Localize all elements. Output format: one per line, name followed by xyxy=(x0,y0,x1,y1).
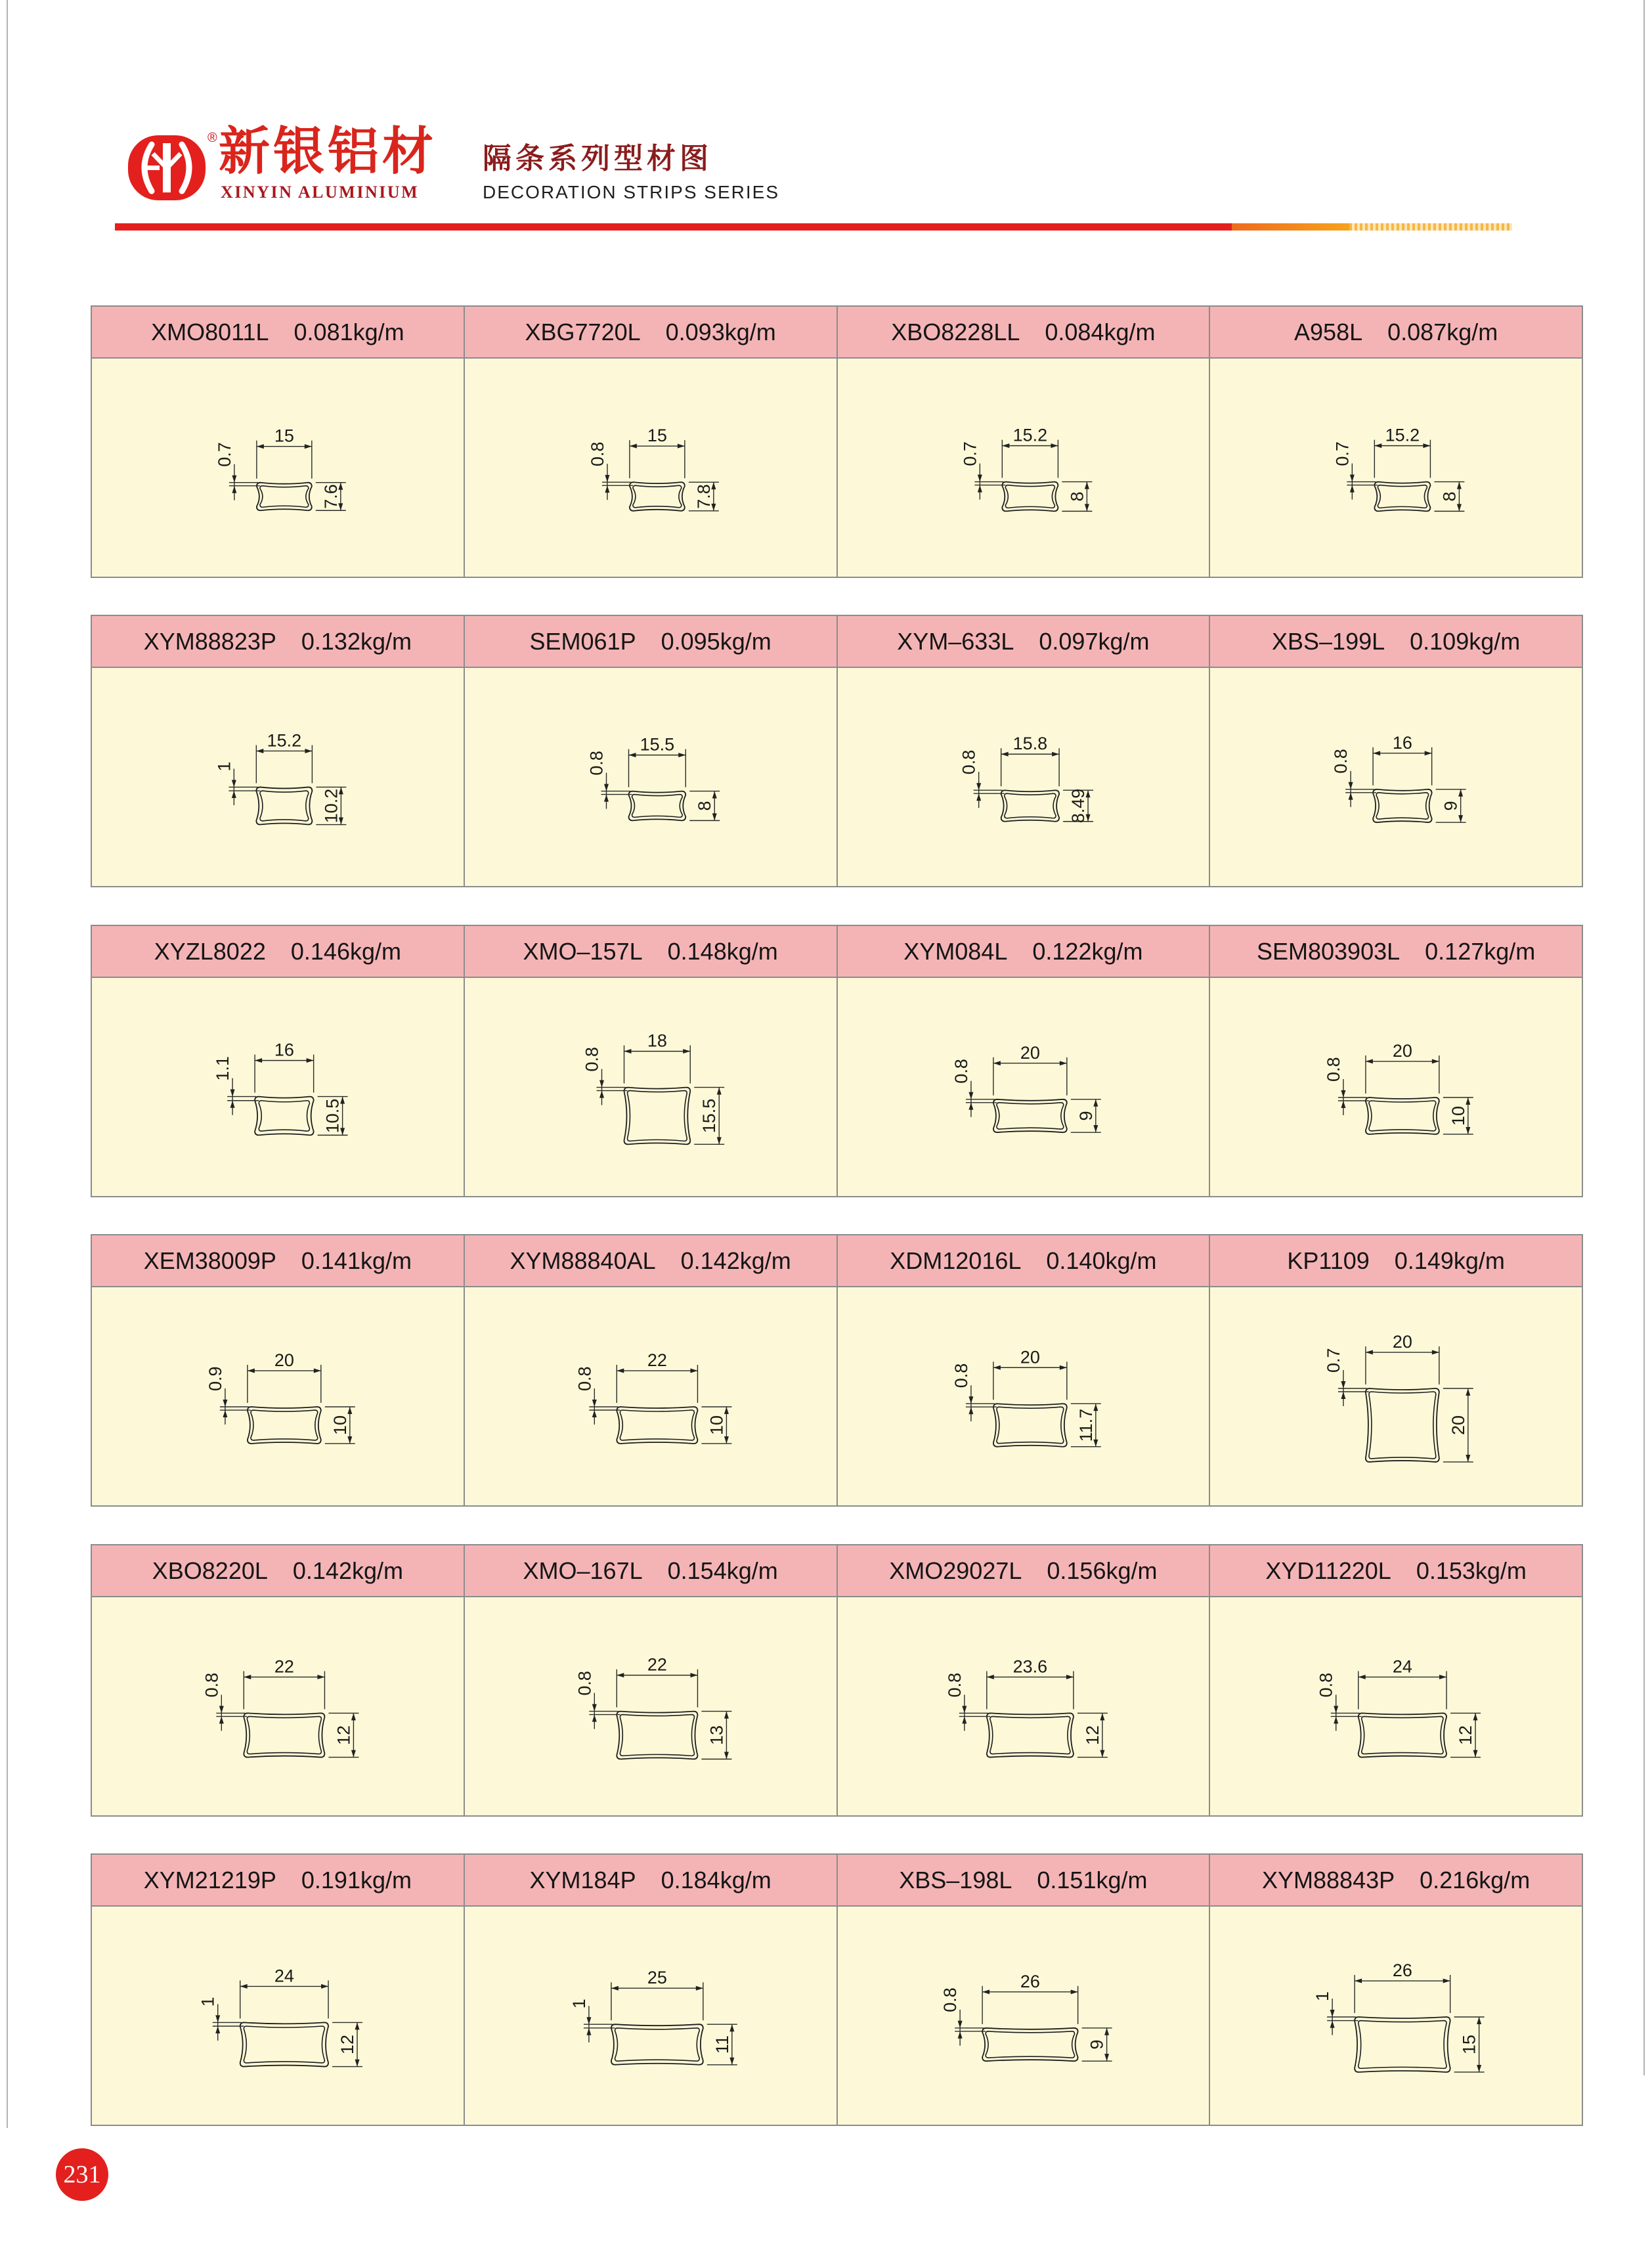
profile-section xyxy=(248,1407,321,1444)
height-label: 12 xyxy=(337,2034,358,2054)
thickness-label: 0.8 xyxy=(1316,1672,1336,1698)
profile-drawing xyxy=(838,359,1209,577)
page-title-chinese: 隔条系列型材图 xyxy=(483,142,712,175)
profile-title-cell xyxy=(838,307,1211,357)
thickness-label: 0.8 xyxy=(951,1059,971,1084)
thickness-dimension xyxy=(973,772,1004,808)
width-label: 23.6 xyxy=(1012,1656,1047,1677)
row-header xyxy=(92,1855,1582,1907)
profile-title-cell xyxy=(838,1855,1211,1905)
model-code: XYM–633L xyxy=(897,627,1014,655)
width-dimension xyxy=(1375,440,1431,478)
height-label: 9 xyxy=(1076,1111,1096,1121)
profile-drawing xyxy=(92,1597,464,1815)
unit-weight: 0.127kg/m xyxy=(1425,937,1536,965)
profile-drawing-cell xyxy=(1210,978,1582,1196)
width-label: 16 xyxy=(274,1040,294,1060)
unit-weight: 0.146kg/m xyxy=(290,937,401,965)
height-label: 12 xyxy=(1082,1725,1102,1745)
profile-title-cell xyxy=(92,1235,465,1286)
profile-section xyxy=(611,2024,703,2065)
width-dimension xyxy=(1001,748,1058,786)
thickness-label: 0.8 xyxy=(202,1672,222,1698)
width-label: 22 xyxy=(647,1654,667,1675)
unit-weight: 0.095kg/m xyxy=(661,627,772,655)
row-drawings xyxy=(92,1597,1582,1815)
width-dimension xyxy=(611,1982,703,2020)
profile-drawing-cell xyxy=(465,978,838,1196)
profile-section xyxy=(1366,1388,1439,1462)
model-code: XYM88840AL xyxy=(510,1247,656,1274)
width-label: 15 xyxy=(274,426,294,446)
catalog-row xyxy=(91,925,1583,1197)
unit-weight: 0.081kg/m xyxy=(293,318,404,345)
thickness-dimension xyxy=(965,1385,996,1421)
profile-drawing xyxy=(1210,978,1582,1196)
profile-drawing-cell xyxy=(1210,1287,1582,1505)
model-code: XYM184P xyxy=(529,1866,636,1893)
width-dimension xyxy=(1366,1055,1439,1094)
model-code: XMO8011L xyxy=(151,318,269,345)
profile-section xyxy=(982,2028,1078,2061)
height-label: 8 xyxy=(1439,491,1460,502)
profile-drawing xyxy=(465,1597,837,1815)
profile-section xyxy=(1375,482,1431,512)
width-dimension xyxy=(982,1986,1078,2024)
profile-drawing xyxy=(1210,359,1582,577)
unit-weight: 0.149kg/m xyxy=(1394,1247,1505,1274)
width-dimension xyxy=(240,1980,328,2018)
width-label: 15.8 xyxy=(1012,734,1047,754)
height-label: 10.5 xyxy=(322,1098,343,1134)
thickness-label: 0.7 xyxy=(1324,1348,1344,1373)
profile-drawing-cell xyxy=(838,359,1211,577)
profile-section xyxy=(617,1407,697,1444)
thickness-dimension xyxy=(589,1693,620,1729)
model-code: KP1109 xyxy=(1287,1247,1370,1274)
thickness-dimension xyxy=(601,773,632,809)
thickness-label: 0.7 xyxy=(959,441,980,466)
width-label: 22 xyxy=(274,1656,294,1677)
profile-section xyxy=(993,1404,1066,1446)
width-dimension xyxy=(628,749,685,787)
profile-drawing xyxy=(92,1907,464,2125)
header-rule-dashed xyxy=(1349,223,1512,231)
model-code: XEM38009P xyxy=(143,1247,276,1274)
row-drawings xyxy=(92,1287,1582,1505)
profile-section xyxy=(624,1088,690,1145)
thickness-dimension xyxy=(213,2004,244,2041)
width-dimension xyxy=(248,1365,321,1403)
profile-title-cell xyxy=(1210,926,1582,977)
registered-mark: ® xyxy=(207,131,217,145)
thickness-dimension xyxy=(220,1388,251,1425)
width-label: 15.5 xyxy=(640,734,674,755)
width-label: 22 xyxy=(647,1350,667,1371)
width-label: 20 xyxy=(1020,1042,1040,1063)
width-dimension xyxy=(257,441,312,479)
profile-title-cell xyxy=(838,616,1211,667)
profile-drawing xyxy=(465,1907,837,2125)
thickness-label: 0.9 xyxy=(205,1366,225,1392)
profile-drawing-cell xyxy=(92,668,465,886)
profile-drawing xyxy=(838,1907,1209,2125)
model-code: XBS–198L xyxy=(899,1866,1012,1893)
profile-title-cell xyxy=(838,926,1211,977)
thickness-label: 0.8 xyxy=(940,1987,960,2012)
width-label: 15 xyxy=(647,426,667,446)
thickness-dimension xyxy=(1347,464,1378,500)
profile-title-cell xyxy=(92,616,465,667)
row-drawings xyxy=(92,359,1582,577)
thickness-dimension xyxy=(1338,1079,1369,1115)
width-label: 15.2 xyxy=(1385,425,1420,445)
profile-drawing-cell xyxy=(838,1287,1211,1505)
profile-drawing xyxy=(92,1287,464,1505)
unit-weight: 0.109kg/m xyxy=(1410,627,1521,655)
thickness-dimension xyxy=(965,1081,996,1117)
thickness-label: 0.8 xyxy=(575,1671,595,1696)
profile-section xyxy=(617,1712,697,1760)
profile-title-cell xyxy=(465,1545,838,1596)
profile-drawing xyxy=(838,978,1209,1196)
profile-title-cell xyxy=(465,307,838,357)
width-dimension xyxy=(1002,440,1058,478)
profile-drawing-cell xyxy=(92,1287,465,1505)
profile-drawing-cell xyxy=(1210,359,1582,577)
thickness-dimension xyxy=(1338,1370,1369,1406)
model-code: XYM21219P xyxy=(143,1866,276,1893)
profile-title-cell xyxy=(92,1855,465,1905)
height-label: 10 xyxy=(1448,1105,1469,1126)
model-code: XMO29027L xyxy=(889,1557,1022,1584)
profile-drawing-cell xyxy=(465,1287,838,1505)
unit-weight: 0.148kg/m xyxy=(667,937,778,965)
model-code: XMO–157L xyxy=(523,937,643,965)
width-dimension xyxy=(986,1671,1073,1709)
unit-weight: 0.216kg/m xyxy=(1420,1866,1531,1893)
height-label: 12 xyxy=(1456,1725,1476,1745)
unit-weight: 0.122kg/m xyxy=(1032,937,1143,965)
profile-drawing-cell xyxy=(92,1597,465,1815)
profile-drawing-cell xyxy=(92,1907,465,2125)
row-drawings xyxy=(92,1907,1582,2125)
profile-section xyxy=(993,1099,1066,1132)
brand-name-chinese: 新银铝材 xyxy=(219,122,437,181)
row-header xyxy=(92,1235,1582,1287)
profile-section xyxy=(630,482,685,511)
model-code: XYM88843P xyxy=(1262,1866,1395,1893)
profile-drawing xyxy=(92,978,464,1196)
profile-drawing-cell xyxy=(838,1907,1211,2125)
height-label: 10 xyxy=(706,1415,727,1435)
profile-title-cell xyxy=(1210,1545,1582,1596)
model-code: XMO–167L xyxy=(523,1557,643,1584)
height-label: 12 xyxy=(334,1725,354,1745)
profile-drawing xyxy=(465,668,837,886)
profile-drawing xyxy=(1210,1287,1582,1505)
catalog-row xyxy=(91,1234,1583,1507)
row-header xyxy=(92,926,1582,978)
thickness-dimension xyxy=(584,2006,615,2043)
unit-weight: 0.087kg/m xyxy=(1387,318,1498,345)
catalog-row xyxy=(91,615,1583,887)
profile-title-cell xyxy=(92,926,465,977)
profile-section xyxy=(1355,2017,1450,2072)
profile-drawing xyxy=(1210,668,1582,886)
profile-title-cell xyxy=(465,1235,838,1286)
width-dimension xyxy=(1359,1671,1446,1709)
thickness-label: 1 xyxy=(214,761,234,772)
profile-section xyxy=(240,2022,328,2066)
thickness-dimension xyxy=(974,464,1005,500)
height-label: 7.8 xyxy=(693,484,714,509)
profile-section xyxy=(257,483,312,511)
model-code: XDM12016L xyxy=(890,1247,1022,1274)
model-code: XYD11220L xyxy=(1265,1557,1391,1584)
header-rule-red xyxy=(115,223,1232,231)
catalog-row xyxy=(91,305,1583,578)
thickness-label: 1.1 xyxy=(213,1056,233,1081)
profile-section xyxy=(986,1713,1073,1757)
height-label: 15 xyxy=(1459,2034,1479,2054)
width-dimension xyxy=(1355,1975,1450,2013)
profile-title-cell xyxy=(1210,1855,1582,1905)
width-label: 24 xyxy=(274,1966,294,1986)
width-label: 25 xyxy=(647,1968,667,1988)
model-code: XBS–199L xyxy=(1271,627,1385,655)
thickness-dimension xyxy=(229,464,260,500)
brand-logo-icon xyxy=(127,134,207,202)
unit-weight: 0.084kg/m xyxy=(1045,318,1156,345)
model-code: XBG7720L xyxy=(525,318,641,345)
thickness-dimension xyxy=(227,1078,259,1115)
row-header xyxy=(92,616,1582,668)
page-number-badge: 231 xyxy=(56,2148,108,2201)
header-rule-orange xyxy=(1232,223,1349,231)
model-code: SEM803903L xyxy=(1256,937,1401,965)
height-label: 7.6 xyxy=(320,484,341,509)
row-drawings xyxy=(92,978,1582,1196)
profile-drawing-cell xyxy=(838,668,1211,886)
height-label: 13 xyxy=(706,1725,727,1745)
unit-weight: 0.132kg/m xyxy=(301,627,412,655)
profile-title-cell xyxy=(1210,616,1582,667)
width-label: 20 xyxy=(1393,1041,1413,1061)
profile-drawing xyxy=(838,1597,1209,1815)
unit-weight: 0.141kg/m xyxy=(301,1247,412,1274)
width-dimension xyxy=(630,440,685,478)
thickness-dimension xyxy=(228,768,260,805)
profile-section xyxy=(1001,790,1058,822)
page-frame-left xyxy=(7,0,8,2128)
width-label: 20 xyxy=(1020,1347,1040,1367)
profile-title-cell xyxy=(838,1545,1211,1596)
profile-title-cell xyxy=(92,307,465,357)
thickness-label: 0.7 xyxy=(1332,441,1353,466)
thickness-label: 0.8 xyxy=(951,1363,971,1388)
profile-drawing-cell xyxy=(465,359,838,577)
unit-weight: 0.142kg/m xyxy=(292,1557,403,1584)
row-header xyxy=(92,307,1582,359)
width-dimension xyxy=(617,1670,697,1708)
profile-section xyxy=(1002,482,1058,512)
height-label: 11.7 xyxy=(1076,1408,1096,1442)
width-label: 15.2 xyxy=(267,730,302,751)
thickness-dimension xyxy=(1345,771,1376,807)
height-label: 9 xyxy=(1441,801,1461,811)
profile-drawing xyxy=(838,1287,1209,1505)
profile-drawing xyxy=(465,359,837,577)
thickness-label: 1 xyxy=(1313,1991,1333,2002)
catalog-row xyxy=(91,1853,1583,2126)
height-label: 8 xyxy=(1066,491,1087,502)
width-dimension xyxy=(993,1057,1066,1096)
width-dimension xyxy=(993,1361,1066,1400)
profile-drawing-cell xyxy=(92,359,465,577)
thickness-dimension xyxy=(1327,1999,1359,2035)
thickness-label: 0.8 xyxy=(944,1672,965,1698)
thickness-label: 0.8 xyxy=(1331,749,1351,774)
profile-drawing-cell xyxy=(465,668,838,886)
height-label: 8.49 xyxy=(1068,788,1088,824)
model-code: A958L xyxy=(1294,318,1363,345)
profile-drawing-cell xyxy=(838,978,1211,1196)
unit-weight: 0.140kg/m xyxy=(1046,1247,1157,1274)
catalog-row xyxy=(91,1544,1583,1817)
profile-drawing-cell xyxy=(1210,668,1582,886)
profile-title-cell xyxy=(465,926,838,977)
profile-drawing xyxy=(92,668,464,886)
width-label: 24 xyxy=(1393,1656,1413,1677)
height-label: 20 xyxy=(1448,1415,1469,1435)
height-label: 11 xyxy=(712,2035,732,2054)
width-dimension xyxy=(244,1671,324,1709)
profile-section xyxy=(255,1097,314,1136)
height-label: 8 xyxy=(694,801,714,811)
thickness-label: 1 xyxy=(569,1999,589,2009)
profile-title-cell xyxy=(465,616,838,667)
row-header xyxy=(92,1545,1582,1597)
model-code: XYZL8022 xyxy=(154,937,266,965)
profile-section xyxy=(1366,1097,1439,1134)
model-code: XBO8220L xyxy=(152,1557,268,1584)
profile-title-cell xyxy=(465,1855,838,1905)
thickness-label: 1 xyxy=(198,1997,218,2007)
profile-drawing-cell xyxy=(465,1907,838,2125)
width-label: 20 xyxy=(274,1350,294,1371)
unit-weight: 0.184kg/m xyxy=(661,1866,772,1893)
width-label: 18 xyxy=(647,1030,667,1051)
unit-weight: 0.151kg/m xyxy=(1037,1866,1148,1893)
profile-title-cell xyxy=(1210,1235,1582,1286)
model-code: XBO8228LL xyxy=(891,318,1020,345)
thickness-label: 0.8 xyxy=(1324,1057,1344,1082)
unit-weight: 0.142kg/m xyxy=(680,1247,791,1274)
profile-drawing xyxy=(465,978,837,1196)
width-label: 15.2 xyxy=(1012,425,1047,445)
thickness-label: 0.8 xyxy=(575,1366,595,1392)
height-label: 10.2 xyxy=(321,788,341,824)
width-label: 20 xyxy=(1393,1332,1413,1352)
profile-title-cell xyxy=(838,1235,1211,1286)
profile-drawing xyxy=(1210,1907,1582,2125)
model-code: SEM061P xyxy=(529,627,636,655)
width-label: 26 xyxy=(1393,1960,1413,1981)
thickness-label: 0.8 xyxy=(582,1047,602,1072)
thickness-dimension xyxy=(959,1694,989,1731)
profile-drawing-cell xyxy=(838,1597,1211,1815)
profile-section xyxy=(628,791,685,821)
unit-weight: 0.191kg/m xyxy=(301,1866,412,1893)
model-code: XYM084L xyxy=(903,937,1008,965)
page-frame-right xyxy=(1643,0,1645,2075)
thickness-label: 0.8 xyxy=(959,749,979,775)
profile-drawing-cell xyxy=(465,1597,838,1815)
height-label: 10 xyxy=(330,1415,350,1435)
profile-drawing-cell xyxy=(1210,1597,1582,1815)
width-label: 16 xyxy=(1393,732,1413,753)
thickness-label: 0.7 xyxy=(214,442,234,467)
thickness-dimension xyxy=(589,1388,620,1425)
unit-weight: 0.097kg/m xyxy=(1039,627,1150,655)
profile-drawing-cell xyxy=(92,978,465,1196)
profile-drawing-cell xyxy=(1210,1907,1582,2125)
profile-section xyxy=(244,1713,324,1757)
profile-drawing xyxy=(1210,1597,1582,1815)
thickness-label: 0.8 xyxy=(586,751,607,776)
width-dimension xyxy=(617,1365,697,1403)
profile-title-cell xyxy=(92,1545,465,1596)
width-dimension xyxy=(1366,1346,1439,1384)
profile-drawing xyxy=(465,1287,837,1505)
profile-section xyxy=(1373,789,1432,822)
brand-name-english: XINYIN ALUMINIUM xyxy=(221,183,420,202)
thickness-dimension xyxy=(216,1694,247,1731)
page-title-english: DECORATION STRIPS SERIES xyxy=(483,182,779,202)
model-code: XYM88823P xyxy=(143,627,276,655)
thickness-dimension xyxy=(596,1069,627,1105)
unit-weight: 0.153kg/m xyxy=(1416,1557,1527,1584)
unit-weight: 0.093kg/m xyxy=(665,318,776,345)
profile-title-cell xyxy=(1210,307,1582,357)
row-drawings xyxy=(92,668,1582,886)
thickness-dimension xyxy=(955,2010,986,2046)
height-label: 9 xyxy=(1087,2039,1107,2050)
width-dimension xyxy=(256,745,312,783)
profile-drawing xyxy=(838,668,1209,886)
width-dimension xyxy=(624,1046,690,1084)
profile-section xyxy=(256,787,312,824)
thickness-label: 0.8 xyxy=(587,441,607,467)
thickness-dimension xyxy=(602,464,633,500)
profile-drawing xyxy=(92,359,464,577)
width-label: 26 xyxy=(1020,1971,1040,1991)
profile-section xyxy=(1359,1713,1446,1757)
unit-weight: 0.156kg/m xyxy=(1047,1557,1158,1584)
width-dimension xyxy=(1373,747,1432,786)
unit-weight: 0.154kg/m xyxy=(667,1557,778,1584)
height-label: 15.5 xyxy=(699,1098,719,1134)
width-dimension xyxy=(255,1055,314,1093)
thickness-dimension xyxy=(1331,1694,1362,1731)
